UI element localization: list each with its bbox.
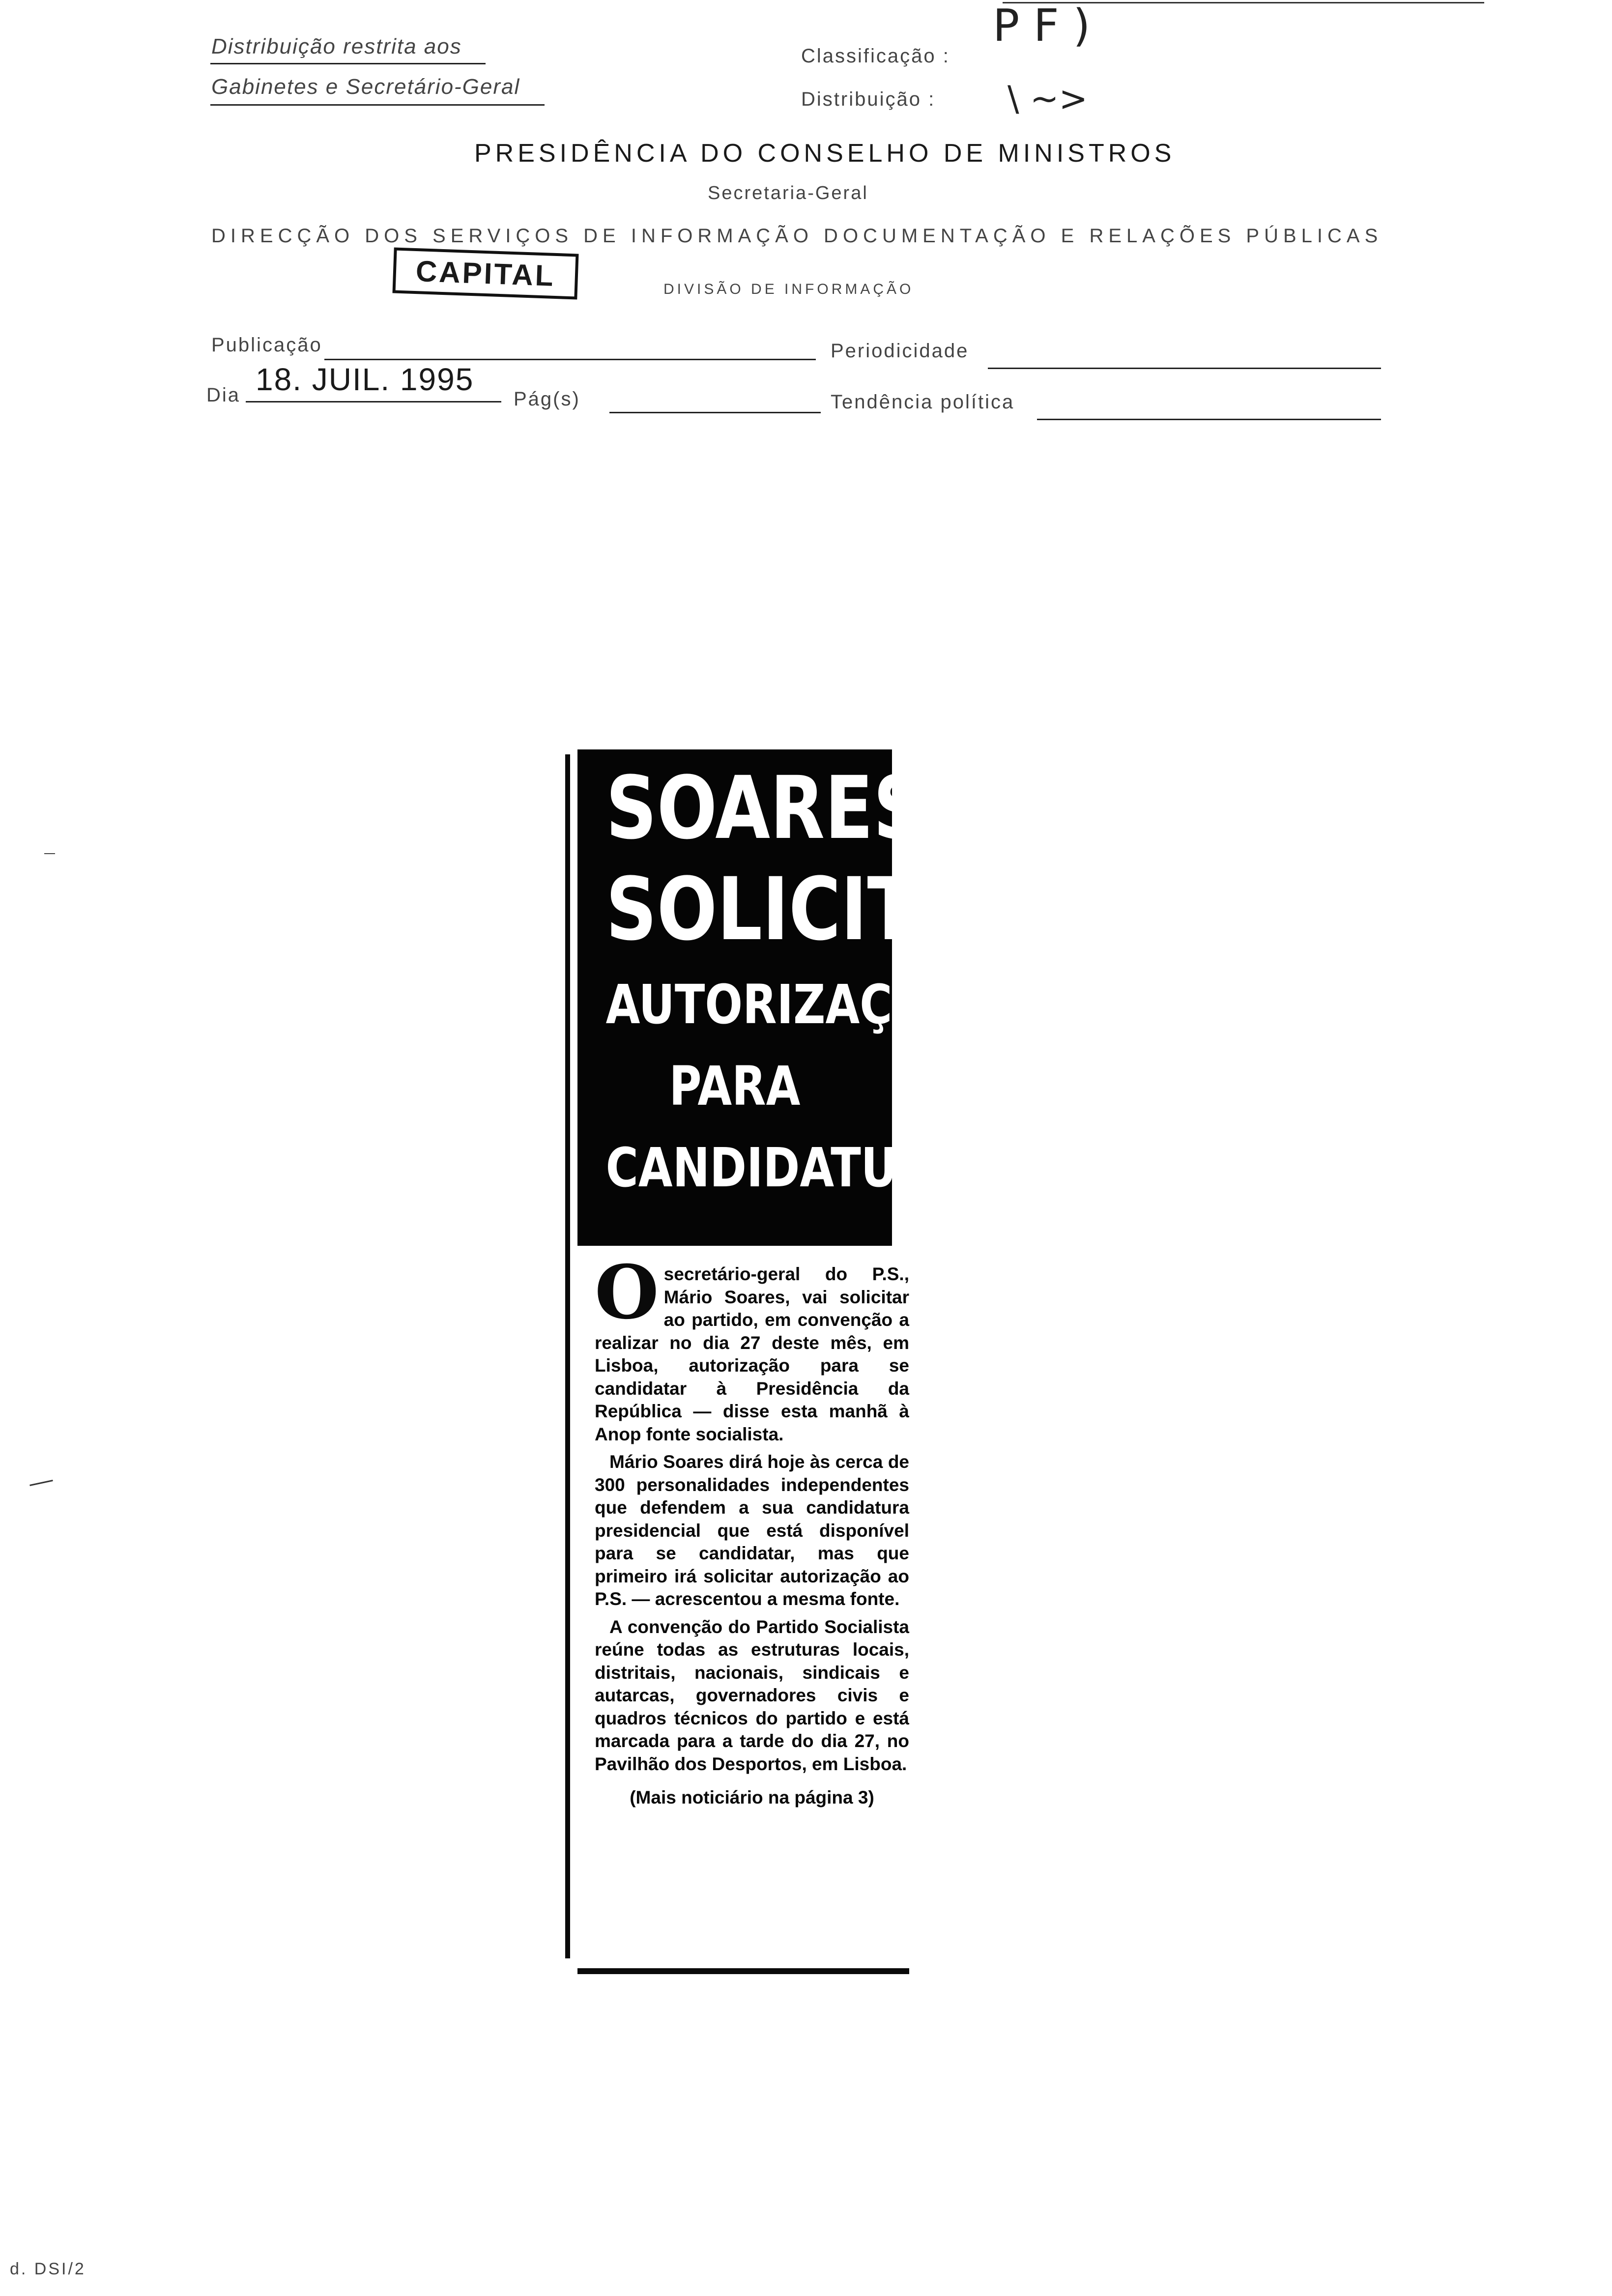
headline-box <box>577 749 966 1246</box>
tendencia-label: Tendência política <box>831 391 1015 413</box>
publicacao-label: Publicação <box>211 334 322 356</box>
clipping-left-rule <box>565 754 570 1958</box>
margin-mark-2 <box>29 1480 53 1486</box>
tendencia-field-line <box>1037 419 1381 420</box>
article-paragraph-2: Mário Soares dirá hoje às cerca de 300 personalidades independentes que defendem a sua candidatura presidencial que está disponível para se candidatar, mas que primeiro irá solicitar autorização ao P.S. — acrescentou a mesma fonte. <box>595 1452 909 1609</box>
distribuicao-label: Distribuição : <box>801 88 936 110</box>
date-value: 18. JUIL. 1995 <box>256 362 474 397</box>
footer-code: d. DSI/2 <box>10 2260 86 2278</box>
handwritten-annotation-top: P F ) <box>993 0 1091 52</box>
drop-cap: O <box>595 1249 659 1336</box>
publicacao-field-line <box>324 359 816 360</box>
pags-label: Pág(s) <box>514 388 580 410</box>
page-title: PRESIDÊNCIA DO CONSELHO DE MINISTROS <box>474 139 1176 168</box>
page-subtitle: Secretaria-Geral <box>708 183 868 203</box>
dia-label: Dia <box>206 384 241 406</box>
dia-field-line <box>246 401 501 402</box>
divisao-line: DIVISÃO DE INFORMAÇÃO <box>663 281 914 297</box>
article-body <box>595 1249 909 1809</box>
headline-line-4: PARA <box>669 1055 801 1118</box>
article-paragraph-1: secretário-geral do P.S., Mário Soares, vai solicitar ao partido, em convenção a realizar no dia 27 deste mês, em Lisboa, autorização para se candidatar à Presidência da República — disse esta manhã à Anop fonte socialista. <box>595 1264 909 1444</box>
classificacao-label: Classificação : <box>801 45 950 67</box>
distribution-underline-1 <box>210 63 486 64</box>
clipping-bottom-rule <box>577 1968 909 1974</box>
margin-mark-1 <box>44 853 55 854</box>
pags-field-line <box>609 412 821 413</box>
more-news-note: (Mais noticiário na página 3) <box>630 1787 874 1808</box>
article-paragraph-3: A convenção do Partido Socialista reúne todas as estruturas locais, distritais, nacionais, sindicais e autarcas, governadores civis e quadros técnicos do partido e está marcada para a tarde do dia 27, no Pavilhão dos Desportos, em Lisboa. <box>595 1616 909 1774</box>
distribution-underline-2 <box>210 104 545 106</box>
distribution-line-2: Gabinetes e Secretário-Geral <box>211 75 520 99</box>
handwritten-annotation-dist: \ ~> <box>1008 79 1088 119</box>
periodicidade-field-line <box>988 368 1381 369</box>
headline-line-3: AUTORIZAÇÃO <box>605 973 965 1036</box>
periodicidade-label: Periodicidade <box>831 340 969 362</box>
distribution-line-1: Distribuição restrita aos <box>211 34 462 58</box>
headline-line-5: CANDIDATURA <box>605 1136 966 1199</box>
headline-line-1: SOARES <box>605 758 924 859</box>
headline-line-2: SOLICITA <box>605 859 965 960</box>
publication-stamp: CAPITAL <box>392 247 578 299</box>
direccao-line: DIRECÇÃO DOS SERVIÇOS DE INFORMAÇÃO DOCUMENTAÇÃO E RELAÇÕES PÚBLICAS <box>211 225 1383 247</box>
